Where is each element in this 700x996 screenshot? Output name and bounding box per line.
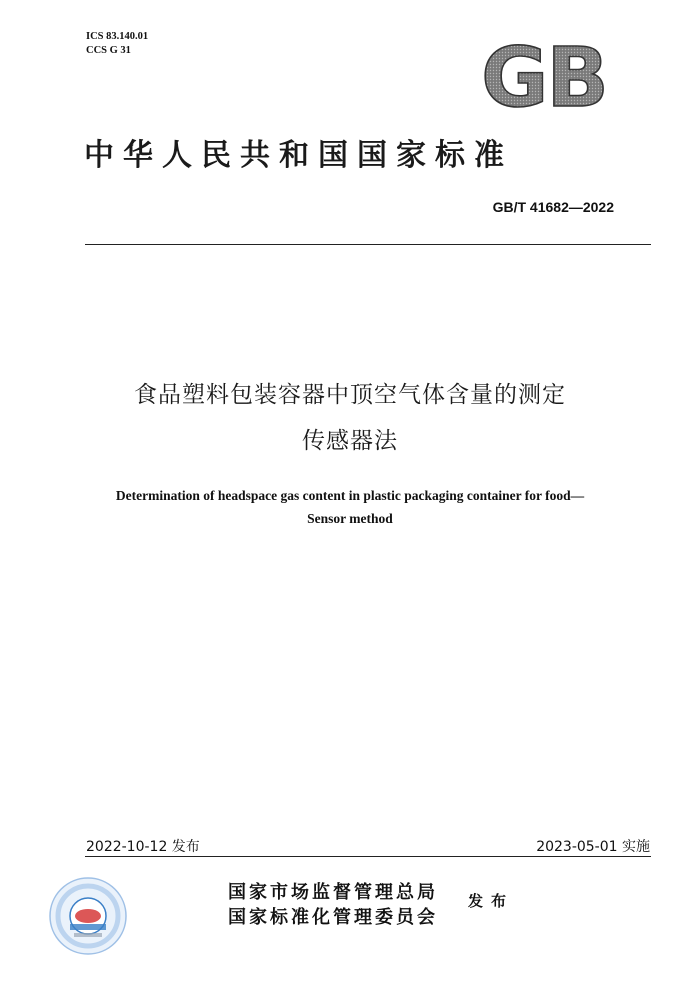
english-title-line-2: Sensor method (307, 511, 393, 526)
header-divider (85, 244, 651, 245)
ccs-code: CCS G 31 (86, 45, 131, 56)
issuer-sac: 国家标准化管理委员会 (228, 907, 438, 928)
gb-logo-text: GB (481, 36, 607, 116)
chinese-title-line-1: 食品塑料包装容器中顶空气体含量的测定 (134, 382, 566, 408)
chinese-title-line-2: 传感器法 (302, 428, 398, 454)
english-title-line-1: Determination of headspace gas content in plastic packaging container for food— (115, 488, 585, 503)
standard-number: GB/T 41682—2022 (492, 199, 614, 215)
ics-code: ICS 83.140.01 (86, 31, 149, 42)
classification-codes (86, 30, 148, 58)
gb-logo (474, 36, 614, 116)
issuer-samr: 国家市场监督管理总局 (228, 882, 438, 903)
issue-date: 2022-10-12 发布 (86, 839, 200, 855)
implementation-date: 2023-05-01 实施 (536, 839, 650, 855)
publish-label: 发布 (468, 892, 515, 910)
certification-seal-icon (48, 876, 128, 956)
national-standard-title: 中华人民共和国国家标准 (84, 138, 513, 173)
footer-divider (85, 856, 651, 857)
